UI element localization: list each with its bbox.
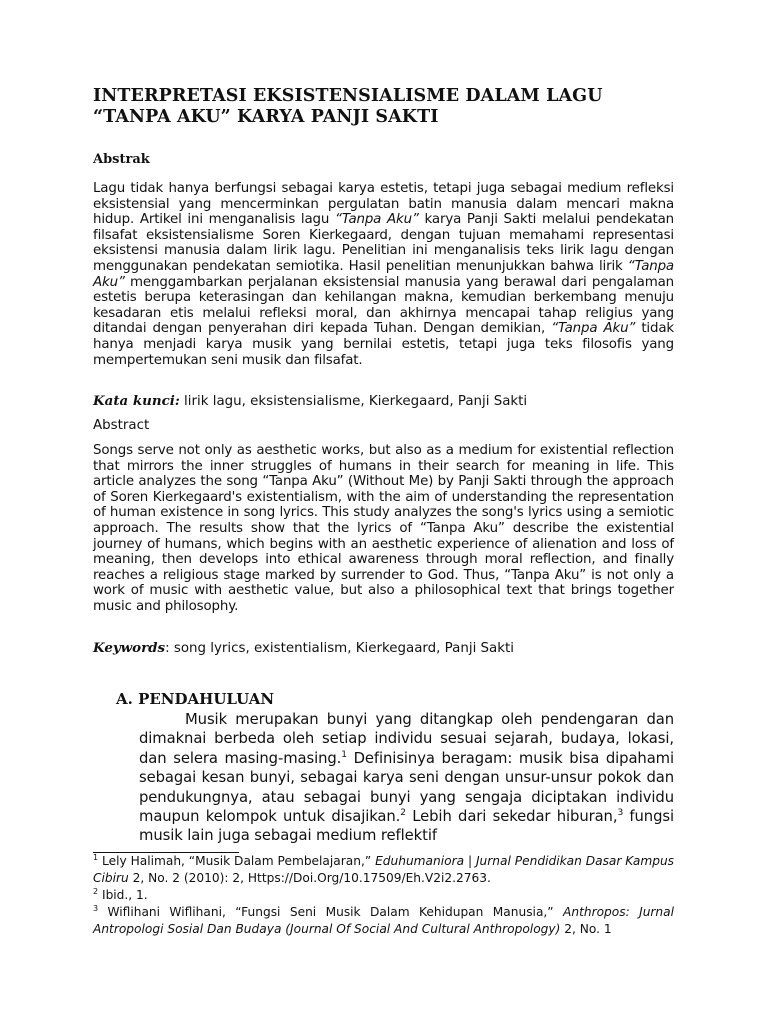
body-text-3: Lebih dari sekedar hiburan, [412, 808, 618, 826]
body-text-1: Musik merupakan bunyi yang ditangkap oleh pendengaran dan dimaknai berbeda oleh setiap individu sesuai sejarah, budaya, lokasi, dan selera masing-masing. [139, 711, 674, 767]
keywords-colon: : [165, 641, 170, 656]
abstrak-text-2: karya Panji Sakti melalui pendekatan filsafat eksistensialisme Soren Kierkegaard, dengan tujuan memahami representasi eksistensi manusia dalam lirik lagu. Penelitian ini menganalisis teks lirik lagu dengan menggunakan pendekatan semiotika. Hasil penelitian menunjukkan bahwa lirik [93, 212, 675, 274]
footnote-3 [93, 904, 674, 938]
abstrak-paragraph [93, 181, 674, 368]
abstrak-song-title-1: “Tanpa Aku” [335, 212, 419, 228]
keywords [93, 640, 514, 656]
footnote-3-text: Wiflihani Wiflihani, “Fungsi Seni Musik Dalam Kehidupan Manusia,” [107, 905, 554, 919]
footnote-2 [93, 887, 674, 904]
kata-kunci-label: Kata kunci: [93, 393, 180, 409]
footnote-1-number: 1 [93, 852, 99, 862]
abstrak-heading: Abstrak [93, 152, 150, 167]
abstrak-text-4: tidak hanya menjadi karya musik yang bernilai estetis, tetapi juga teks filosofis yang mempertemukan seni musik dan filsafat. [93, 321, 674, 368]
kata-kunci-value: lirik lagu, eksistensialisme, Kierkegaard, Panji Sakti [184, 394, 528, 409]
abstrak-text-3: menggambarkan perjalanan eksistensial manusia yang berawal dari pengalaman estetis berupa keterasingan dan kehilangan makna, kemudian berkembang menuju kesadaran etis melalui refleksi moral, dan akhirnya mencapai tahap religius yang ditandai dengan penyerahan diri kepada Tuhan. Dengan demikian, [93, 274, 674, 337]
abstrak-song-title-2: “Tanpa Aku” [93, 258, 674, 290]
footnote-2-number: 2 [93, 886, 99, 896]
footnote-1-text: Lely Halimah, “Musik Dalam Pembelajaran,” [102, 854, 372, 868]
keywords-value: song lyrics, existentialism, Kierkegaard, Panji Sakti [173, 641, 514, 656]
keywords-label: Keywords [93, 640, 166, 656]
footnote-ref-1[interactable]: 1 [341, 749, 347, 760]
footnote-ref-3[interactable]: 3 [617, 808, 624, 819]
paper-title [93, 86, 693, 128]
footnote-3-rest: 2, No. 1 [564, 922, 612, 936]
body-text-2: Definisinya beragam: musik bisa dipahami sebagai kesan bunyi, sebagai karya seni dengan unsur-unsur pokok dan pendukungnya, atau sebagai bunyi yang sengaja diciptakan individu maupun kelompok untuk disajikan. [139, 749, 674, 826]
title-line-1: INTERPRETASI EKSISTENSIALISME DALAM LAGU [93, 86, 603, 106]
abstrak-text-1: Lagu tidak hanya berfungsi sebagai karya estetis, tetapi juga sebagai medium refleksi eksistensial yang mencerminkan pergulatan batin manusia dalam mencari makna hidup. Artikel ini menganalisis lagu [93, 181, 674, 228]
footnote-1-journal: Eduhumaniora | Jurnal Pendidikan Dasar Kampus Cibiru [93, 854, 675, 885]
footnote-1 [93, 853, 674, 887]
abstrak-song-title-3: “Tanpa Aku” [551, 321, 636, 337]
pendahuluan-paragraph [139, 710, 674, 846]
footnote-1-rest: 2, No. 2 (2010): 2, Https://Doi.Org/10.17509/Eh.V2i2.2763. [132, 871, 491, 885]
footnote-2-text: Ibid., 1. [101, 888, 148, 902]
abstract-heading: Abstract [93, 418, 150, 433]
section-heading-pendahuluan: A. PENDAHULUAN [116, 690, 275, 708]
title-line-2: “TANPA AKU” KARYA PANJI SAKTI [93, 107, 439, 127]
footnote-3-journal: Anthropos: Jurnal Antropologi Sosial Dan Budaya (Journal Of Social And Cultural Anthropology) [93, 905, 675, 936]
kata-kunci [93, 393, 527, 409]
body-text-4: fungsi musik lain juga sebagai medium reflektif [139, 808, 674, 845]
abstract-paragraph: Songs serve not only as aesthetic works, but also as a medium for existential reflection that mirrors the inner struggles of humans in their search for meaning in life. This article analyzes the song “Tanpa Aku” (Without Me) by Panji Sakti through the approach of Soren Kierkegaard's existentialism, with the aim of understanding the representation of human existence in song lyrics. This study analyzes the song's lyrics using a semiotic approach. The results show that the lyrics of “Tanpa Aku” describe the existential journey of humans, which begins with an aesthetic experience of alienation and loss of meaning, then develops into ethical awareness through moral reflection, and finally reaches a religious stage marked by surrender to God. Thus, “Tanpa Aku” is not only a work of music with aesthetic value, but also a philosophical text that brings together music and philosophy. [93, 443, 674, 614]
footnote-ref-2[interactable]: 2 [400, 808, 406, 819]
footnote-3-number: 3 [93, 903, 99, 913]
